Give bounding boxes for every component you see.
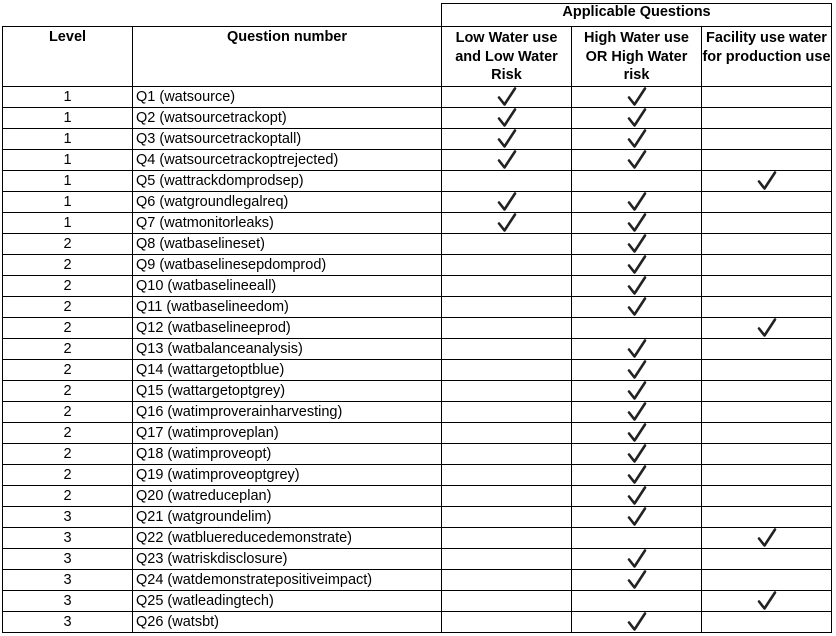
table-row	[3, 129, 832, 150]
table-row	[3, 318, 832, 339]
low-water-cell	[442, 171, 572, 192]
facility-cell	[702, 318, 832, 339]
checkmark-icon	[757, 318, 777, 338]
low-water-cell	[442, 549, 572, 570]
checkmark-icon	[627, 360, 647, 380]
low-water-cell	[442, 255, 572, 276]
low-water-cell	[442, 108, 572, 129]
checkmark-icon	[627, 570, 647, 590]
level-cell: 3	[3, 549, 133, 570]
high-water-cell	[572, 612, 702, 633]
level-cell: 2	[3, 339, 133, 360]
facility-cell	[702, 486, 832, 507]
high-water-cell	[572, 255, 702, 276]
high-water-cell	[572, 570, 702, 591]
low-water-cell	[442, 486, 572, 507]
low-water-cell	[442, 234, 572, 255]
high-water-cell	[572, 528, 702, 549]
table-body	[3, 87, 832, 633]
table-row	[3, 444, 832, 465]
high-water-cell	[572, 507, 702, 528]
facility-cell	[702, 150, 832, 171]
low-water-cell	[442, 192, 572, 213]
table-row	[3, 213, 832, 234]
table-row	[3, 234, 832, 255]
checkmark-icon	[627, 234, 647, 254]
high-water-cell	[572, 108, 702, 129]
checkmark-icon	[757, 591, 777, 611]
high-water-cell	[572, 339, 702, 360]
question-cell: Q11 (watbaselineedom)	[133, 297, 442, 318]
checkmark-icon	[627, 255, 647, 275]
low-water-cell	[442, 276, 572, 297]
question-cell: Q20 (watreduceplan)	[133, 486, 442, 507]
question-cell: Q26 (watsbt)	[133, 612, 442, 633]
low-water-cell	[442, 381, 572, 402]
table-row	[3, 360, 832, 381]
question-cell: Q17 (watimproveplan)	[133, 423, 442, 444]
table-row	[3, 381, 832, 402]
low-water-cell	[442, 318, 572, 339]
level-cell: 2	[3, 360, 133, 381]
question-cell: Q22 (watbluereducedemonstrate)	[133, 528, 442, 549]
checkmark-icon	[497, 192, 517, 212]
checkmark-icon	[627, 612, 647, 632]
header-level: Level	[3, 27, 133, 87]
table-row	[3, 486, 832, 507]
table-row	[3, 465, 832, 486]
question-cell: Q25 (watleadingtech)	[133, 591, 442, 612]
low-water-cell	[442, 591, 572, 612]
checkmark-icon	[627, 444, 647, 464]
level-cell: 2	[3, 402, 133, 423]
facility-cell	[702, 381, 832, 402]
question-cell: Q12 (watbaselineeprod)	[133, 318, 442, 339]
table-row	[3, 612, 832, 633]
header-blank	[3, 4, 442, 27]
question-cell: Q5 (wattrackdomprodsep)	[133, 171, 442, 192]
table-row	[3, 255, 832, 276]
checkmark-icon	[497, 129, 517, 149]
checkmark-icon	[627, 507, 647, 527]
high-water-cell	[572, 360, 702, 381]
level-cell: 3	[3, 570, 133, 591]
question-cell: Q23 (watriskdisclosure)	[133, 549, 442, 570]
table-row	[3, 549, 832, 570]
facility-cell	[702, 339, 832, 360]
checkmark-icon	[627, 192, 647, 212]
question-cell: Q3 (watsourcetrackoptall)	[133, 129, 442, 150]
level-cell: 2	[3, 234, 133, 255]
facility-cell	[702, 549, 832, 570]
question-cell: Q10 (watbaselineeall)	[133, 276, 442, 297]
high-water-cell	[572, 402, 702, 423]
low-water-cell	[442, 339, 572, 360]
high-water-cell	[572, 549, 702, 570]
question-cell: Q7 (watmonitorleaks)	[133, 213, 442, 234]
low-water-cell	[442, 528, 572, 549]
high-water-cell	[572, 465, 702, 486]
level-cell: 1	[3, 108, 133, 129]
facility-cell	[702, 528, 832, 549]
question-cell: Q13 (watbalanceanalysis)	[133, 339, 442, 360]
facility-cell	[702, 360, 832, 381]
question-cell: Q15 (wattargetoptgrey)	[133, 381, 442, 402]
high-water-cell	[572, 87, 702, 108]
level-cell: 2	[3, 276, 133, 297]
high-water-cell	[572, 171, 702, 192]
facility-cell	[702, 192, 832, 213]
applicable-questions-table	[2, 3, 832, 633]
question-cell: Q9 (watbaselinesepdomprod)	[133, 255, 442, 276]
checkmark-icon	[627, 87, 647, 107]
table-row	[3, 192, 832, 213]
high-water-cell	[572, 129, 702, 150]
level-cell: 2	[3, 423, 133, 444]
table-row	[3, 591, 832, 612]
checkmark-icon	[627, 297, 647, 317]
level-cell: 2	[3, 486, 133, 507]
checkmark-icon	[627, 150, 647, 170]
checkmark-icon	[627, 486, 647, 506]
question-cell: Q6 (watgroundlegalreq)	[133, 192, 442, 213]
checkmark-icon	[627, 381, 647, 401]
facility-cell	[702, 108, 832, 129]
low-water-cell	[442, 465, 572, 486]
facility-cell	[702, 234, 832, 255]
checkmark-icon	[627, 339, 647, 359]
high-water-cell	[572, 213, 702, 234]
facility-cell	[702, 213, 832, 234]
level-cell: 1	[3, 87, 133, 108]
table-row	[3, 507, 832, 528]
high-water-cell	[572, 150, 702, 171]
level-cell: 2	[3, 297, 133, 318]
level-cell: 3	[3, 528, 133, 549]
checkmark-icon	[627, 423, 647, 443]
facility-cell	[702, 444, 832, 465]
facility-cell	[702, 297, 832, 318]
table-row	[3, 150, 832, 171]
low-water-cell	[442, 360, 572, 381]
facility-cell	[702, 570, 832, 591]
low-water-cell	[442, 570, 572, 591]
high-water-cell	[572, 381, 702, 402]
header-facility-production: Facility use water for production use	[702, 27, 832, 87]
high-water-cell	[572, 591, 702, 612]
facility-cell	[702, 255, 832, 276]
question-cell: Q24 (watdemonstratepositiveimpact)	[133, 570, 442, 591]
facility-cell	[702, 612, 832, 633]
low-water-cell	[442, 402, 572, 423]
facility-cell	[702, 591, 832, 612]
high-water-cell	[572, 318, 702, 339]
facility-cell	[702, 171, 832, 192]
question-cell: Q18 (watimproveopt)	[133, 444, 442, 465]
low-water-cell	[442, 150, 572, 171]
checkmark-icon	[627, 402, 647, 422]
facility-cell	[702, 87, 832, 108]
header-high-water: High Water use OR High Water risk	[572, 27, 702, 87]
low-water-cell	[442, 213, 572, 234]
low-water-cell	[442, 612, 572, 633]
question-cell: Q4 (watsourcetrackoptrejected)	[133, 150, 442, 171]
question-cell: Q1 (watsource)	[133, 87, 442, 108]
checkmark-icon	[757, 528, 777, 548]
question-cell: Q2 (watsourcetrackopt)	[133, 108, 442, 129]
facility-cell	[702, 465, 832, 486]
table-row	[3, 171, 832, 192]
facility-cell	[702, 423, 832, 444]
level-cell: 1	[3, 150, 133, 171]
question-cell: Q16 (watimproverainharvesting)	[133, 402, 442, 423]
high-water-cell	[572, 297, 702, 318]
low-water-cell	[442, 507, 572, 528]
level-cell: 1	[3, 129, 133, 150]
level-cell: 1	[3, 213, 133, 234]
question-cell: Q19 (watimproveoptgrey)	[133, 465, 442, 486]
checkmark-icon	[627, 465, 647, 485]
level-cell: 2	[3, 381, 133, 402]
group-header: Applicable Questions	[442, 4, 832, 27]
question-cell: Q14 (wattargetoptblue)	[133, 360, 442, 381]
checkmark-icon	[627, 276, 647, 296]
low-water-cell	[442, 129, 572, 150]
table-row	[3, 339, 832, 360]
low-water-cell	[442, 297, 572, 318]
header-low-water: Low Water use and Low Water Risk	[442, 27, 572, 87]
checkmark-icon	[757, 171, 777, 191]
high-water-cell	[572, 192, 702, 213]
question-cell: Q21 (watgroundelim)	[133, 507, 442, 528]
level-cell: 3	[3, 591, 133, 612]
level-cell: 2	[3, 444, 133, 465]
checkmark-icon	[497, 108, 517, 128]
low-water-cell	[442, 423, 572, 444]
high-water-cell	[572, 423, 702, 444]
facility-cell	[702, 402, 832, 423]
facility-cell	[702, 276, 832, 297]
level-cell: 3	[3, 507, 133, 528]
level-cell: 2	[3, 465, 133, 486]
level-cell: 2	[3, 255, 133, 276]
facility-cell	[702, 507, 832, 528]
table-row	[3, 528, 832, 549]
table-row	[3, 87, 832, 108]
question-cell: Q8 (watbaselineset)	[133, 234, 442, 255]
low-water-cell	[442, 444, 572, 465]
table-row	[3, 423, 832, 444]
high-water-cell	[572, 444, 702, 465]
checkmark-icon	[497, 213, 517, 233]
table-row	[3, 297, 832, 318]
table-row	[3, 402, 832, 423]
high-water-cell	[572, 486, 702, 507]
checkmark-icon	[627, 108, 647, 128]
high-water-cell	[572, 276, 702, 297]
header-question-number: Question number	[133, 27, 442, 87]
level-cell: 1	[3, 192, 133, 213]
high-water-cell	[572, 234, 702, 255]
checkmark-icon	[627, 129, 647, 149]
low-water-cell	[442, 87, 572, 108]
table-row	[3, 108, 832, 129]
level-cell: 3	[3, 612, 133, 633]
level-cell: 2	[3, 318, 133, 339]
checkmark-icon	[497, 150, 517, 170]
level-cell: 1	[3, 171, 133, 192]
table-row	[3, 570, 832, 591]
facility-cell	[702, 129, 832, 150]
checkmark-icon	[497, 87, 517, 107]
checkmark-icon	[627, 549, 647, 569]
table-row	[3, 276, 832, 297]
checkmark-icon	[627, 213, 647, 233]
